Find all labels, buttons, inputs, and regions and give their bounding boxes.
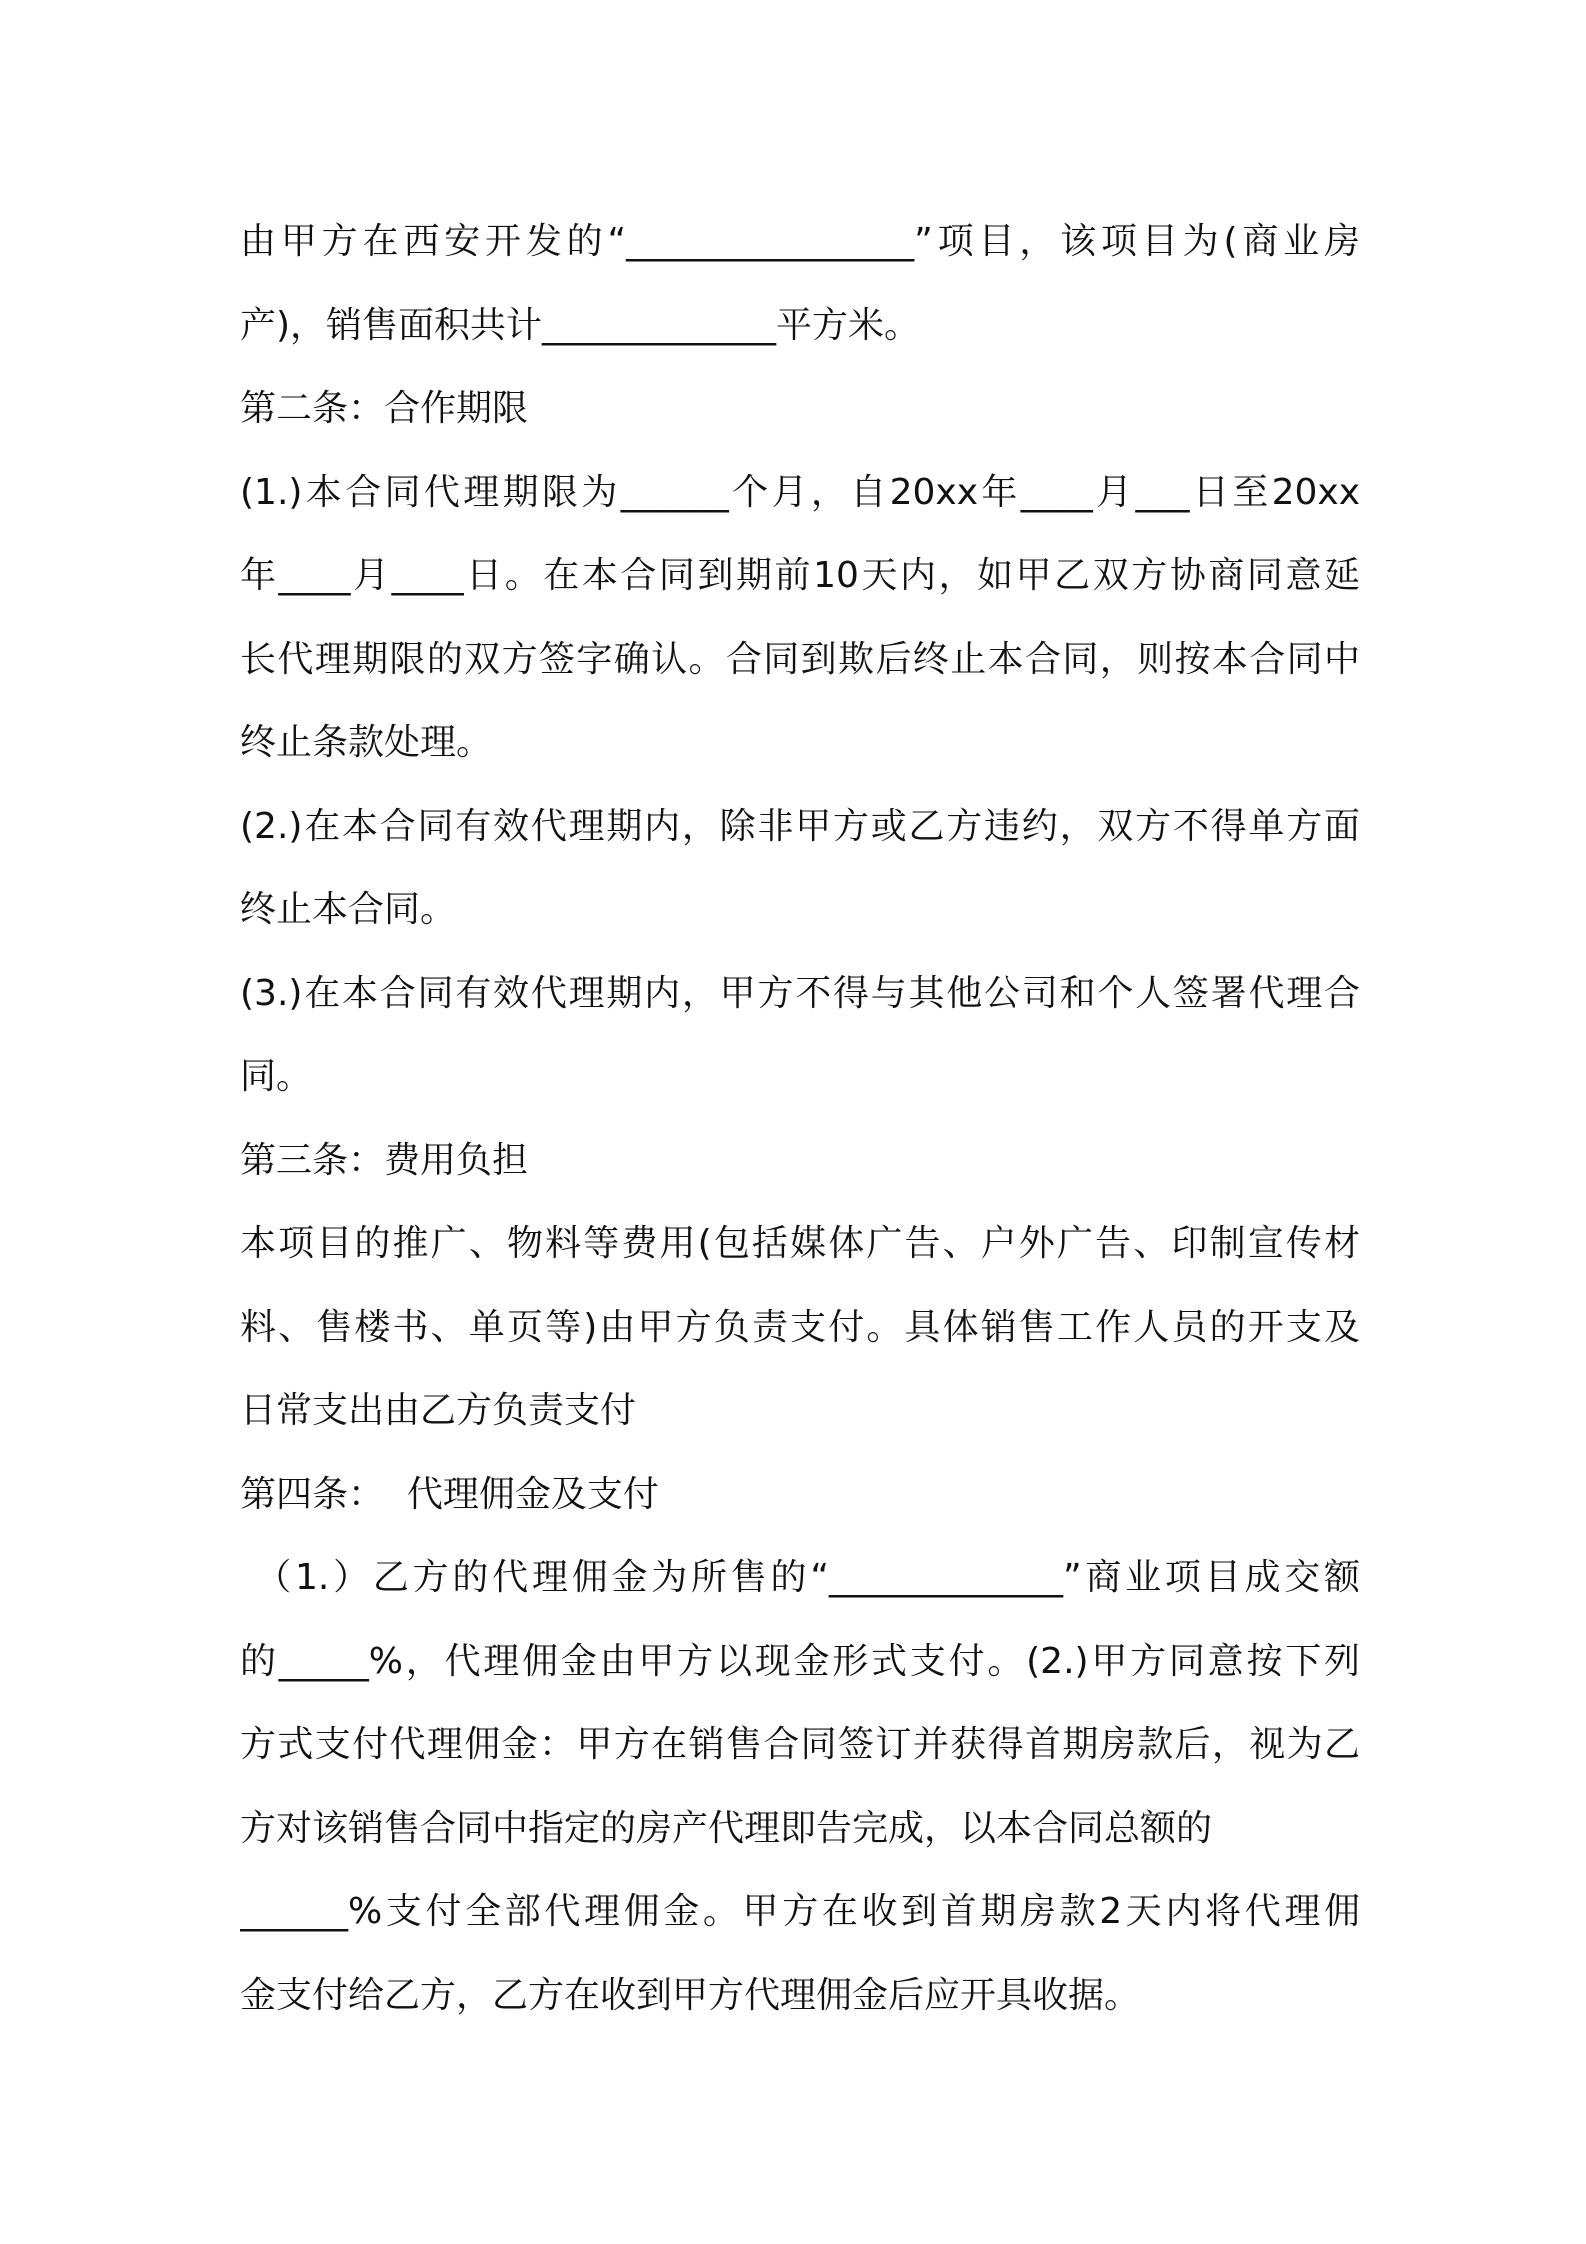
text-line: 料、售楼书、单页等)由甲方负责支付。具体销售工作人员的开支及 bbox=[240, 1306, 1360, 1348]
text-line: 终止条款处理。 bbox=[240, 722, 493, 763]
text-line: (2.)在本合同有效代理期内，除非甲方或乙方违约，双方不得单方面 bbox=[240, 805, 1360, 847]
text-line: （1.）乙方的代理佣金为所售的“_____________”商业项目成交额 bbox=[240, 1557, 1360, 1598]
text-line: 年____月____日。在本合同到期前10天内，如甲乙双方协商同意延 bbox=[240, 555, 1360, 596]
section-heading: 第四条： 代理佣金及支付 bbox=[240, 1473, 659, 1515]
text-line: 方对该销售合同中指定的房产代理即告完成，以本合同总额的 bbox=[240, 1807, 1213, 1849]
text-line: 金支付给乙方，乙方在收到甲方代理佣金后应开具收据。 bbox=[240, 1974, 1141, 2016]
text-line: 本项目的推广、物料等费用(包括媒体广告、户外广告、印制宣传材 bbox=[240, 1223, 1360, 1264]
text-line: 由甲方在西安开发的“________________”项目，该项目为(商业房 bbox=[240, 221, 1360, 262]
text-line: 日常支出由乙方负责支付 bbox=[240, 1390, 637, 1431]
text-line: 同。 bbox=[240, 1056, 313, 1097]
contract-text bbox=[240, 200, 1360, 2037]
text-line: 方式支付代理佣金：甲方在销售合同签订并获得首期房款后，视为乙 bbox=[240, 1724, 1360, 1765]
text-line: 长代理期限的双方签字确认。合同到欺后终止本合同，则按本合同中 bbox=[240, 638, 1360, 680]
text-line: 终止本合同。 bbox=[240, 889, 457, 930]
text-line: ______%支付全部代理佣金。甲方在收到首期房款2天内将代理佣 bbox=[240, 1891, 1360, 1932]
text-line: (3.)在本合同有效代理期内，甲方不得与其他公司和个人签署代理合 bbox=[240, 972, 1360, 1014]
section-heading: 第三条：费用负担 bbox=[240, 1139, 529, 1181]
text-line: 产)，销售面积共计_____________平方米。 bbox=[240, 304, 921, 346]
text-line: (1.)本合同代理期限为______个月，自20xx年____月___日至20xx bbox=[240, 471, 1360, 513]
section-heading: 第二条：合作期限 bbox=[240, 388, 529, 429]
text-line: 的_____%，代理佣金由甲方以现金形式支付。(2.)甲方同意按下列 bbox=[240, 1640, 1360, 1682]
